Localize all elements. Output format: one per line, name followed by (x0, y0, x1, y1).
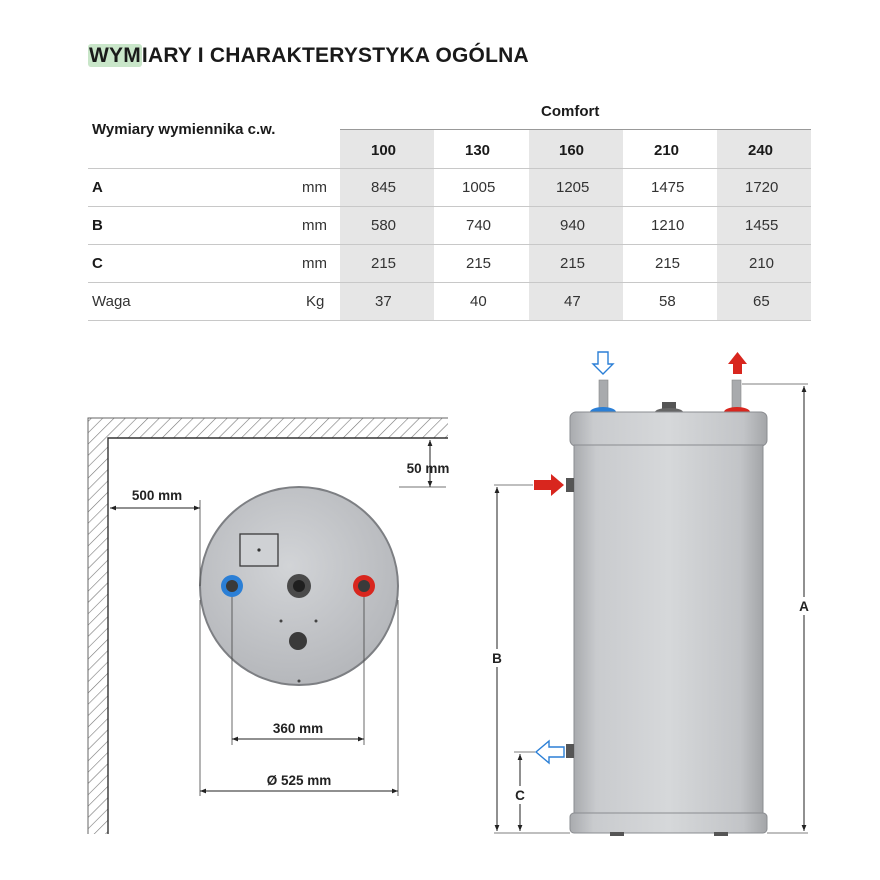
dim-label-50mm: 50 mm (406, 461, 450, 476)
cell-a-210: 1475 (651, 179, 685, 196)
dim-label-500mm: 500 mm (131, 488, 183, 503)
cell-a-160: 1205 (556, 179, 590, 196)
dim-label-a: A (799, 599, 809, 614)
dim-label-c: C (515, 788, 525, 803)
tank-foot (610, 832, 624, 836)
row-header: Wymiary wymiennika c.w. (92, 121, 276, 138)
hot-connector-center (358, 580, 370, 592)
row-label-a: A (92, 179, 103, 196)
col-header-240: 240 (748, 142, 774, 159)
cell-waga-130: 40 (470, 293, 487, 310)
col-header-130: 130 (465, 142, 491, 159)
row-unit-waga: Kg (306, 293, 325, 310)
control-box-dot (257, 548, 260, 551)
dim-label-360mm: 360 mm (272, 721, 324, 736)
row-label-b: B (92, 217, 103, 234)
dim-label-b: B (492, 651, 502, 666)
tank-body (574, 445, 763, 815)
col-header-160: 160 (559, 142, 585, 159)
cell-c-240: 210 (749, 255, 775, 272)
cell-a-130: 1005 (462, 179, 496, 196)
cell-waga-160: 47 (564, 293, 581, 310)
dim-label-525mm: Ø 525 mm (266, 773, 332, 788)
cell-waga-210: 58 (659, 293, 676, 310)
cell-a-100: 845 (371, 179, 397, 196)
cell-waga-100: 37 (375, 293, 392, 310)
heating-flow-in-arrow (534, 474, 564, 496)
cold-connector-center (226, 580, 238, 592)
cell-b-130: 740 (466, 217, 492, 234)
cell-c-160: 215 (560, 255, 586, 272)
top-view (88, 418, 449, 834)
screw-dot (298, 680, 301, 683)
hot-outlet-pipe (732, 380, 741, 410)
coil-outlet-port (566, 744, 574, 758)
col-header-210: 210 (654, 142, 680, 159)
hot-water-out-arrow (728, 352, 747, 374)
title-highlight: WYM (89, 44, 141, 67)
cold-water-in-arrow (593, 352, 613, 374)
col-header-100: 100 (371, 142, 397, 159)
cell-b-210: 1210 (651, 217, 685, 234)
cell-b-240: 1455 (745, 217, 779, 234)
title-rest: IARY I CHARAKTERYSTYKA OGÓLNA (141, 44, 529, 67)
row-unit-b: mm (302, 217, 327, 234)
row-label-c: C (92, 255, 103, 272)
screw-dot (315, 620, 318, 623)
cold-inlet-pipe (599, 380, 608, 410)
cell-c-100: 215 (371, 255, 397, 272)
cell-c-210: 215 (655, 255, 681, 272)
tank-bottom-cap (570, 813, 767, 833)
cell-b-100: 580 (371, 217, 397, 234)
cell-c-130: 215 (466, 255, 492, 272)
cell-a-240: 1720 (745, 179, 779, 196)
row-unit-c: mm (302, 255, 327, 272)
cell-waga-240: 65 (753, 293, 770, 310)
side-view (490, 352, 811, 836)
group-header: Comfort (541, 103, 600, 120)
screw-dot (280, 620, 283, 623)
row-unit-a: mm (302, 179, 327, 196)
anode-port (289, 632, 307, 650)
center-connector-core (293, 580, 305, 592)
row-label-waga: Waga (92, 293, 131, 310)
tank-top-cap (570, 412, 767, 446)
cell-b-160: 940 (560, 217, 586, 234)
tank-foot (714, 832, 728, 836)
coil-inlet-port (566, 478, 574, 492)
heating-flow-out-arrow (536, 741, 564, 763)
